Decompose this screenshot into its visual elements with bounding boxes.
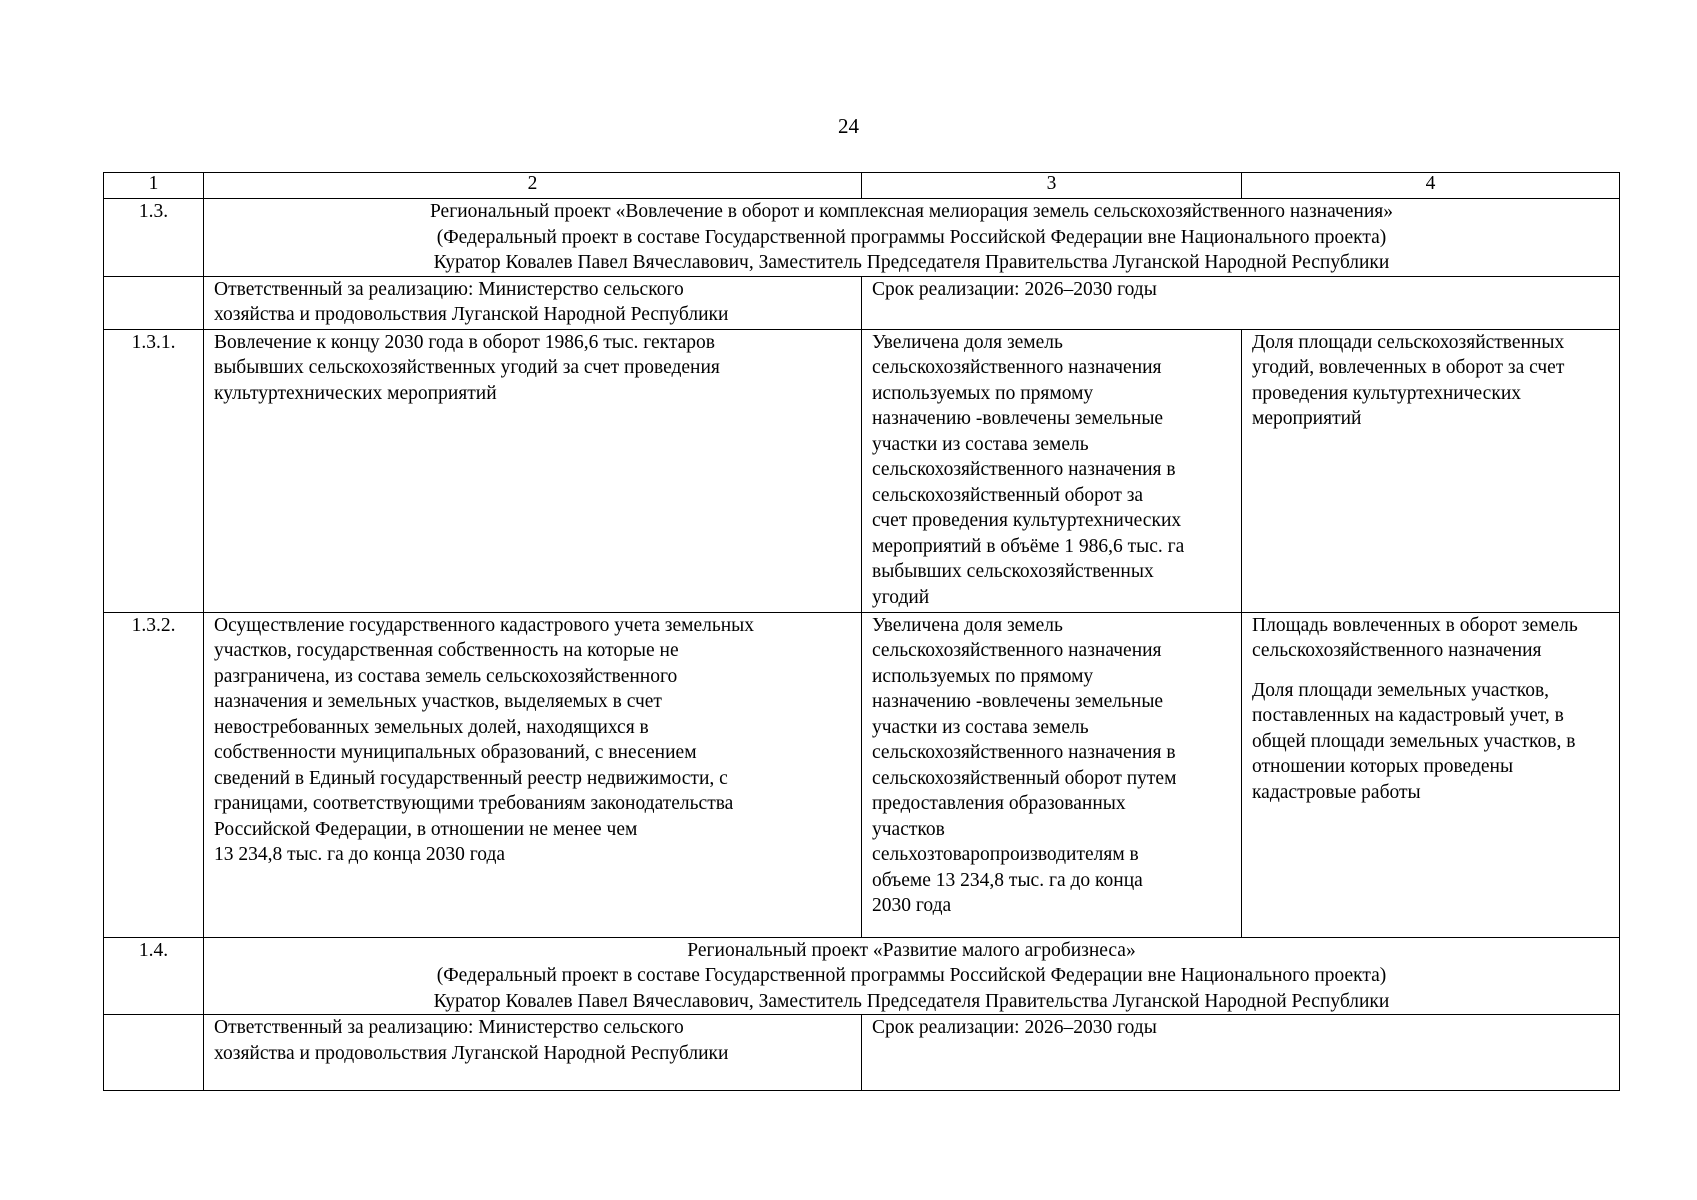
indicator-line: сельскохозяйственного назначения: [1252, 640, 1542, 661]
project-title: Региональный проект «Развитие малого агробизнеса»: [687, 939, 1136, 961]
indicator-spacer: [1252, 664, 1609, 678]
result-line: сельскохозяйственного назначения в: [872, 742, 1176, 763]
indicator-line: кадастровые работы: [1252, 781, 1421, 803]
term-cell: [862, 276, 1620, 329]
result-line: Увеличена доля земель: [872, 331, 1063, 353]
result-line: сельскохозяйственный оборот за: [872, 484, 1144, 506]
column-number-4: 4: [1242, 173, 1620, 199]
result-line: 2030 года: [872, 895, 952, 916]
column-number-1: 1: [104, 173, 204, 199]
task-line: культуртехнических мероприятий: [214, 382, 497, 404]
term-text: Срок реализации: 2026–2030 годы: [872, 1017, 1157, 1038]
page-number: 24: [838, 114, 859, 138]
project-federal-note: (Федеральный проект в составе Государственной программы Российской Федерации вне Национального проекта): [436, 226, 1387, 248]
column-number-2: 2: [204, 173, 862, 199]
result-line: мероприятий в объёме 1 986,6 тыс. га: [872, 535, 1185, 557]
result-line: выбывших сельскохозяйственных: [872, 561, 1154, 582]
table-header-row: [104, 173, 1620, 199]
task-line: разграничена, из состава земель сельскохозяйственного: [214, 665, 678, 687]
result-line: сельхозтоваропроизводителям в: [872, 844, 1139, 865]
indicator-line: отношении которых проведены: [1252, 756, 1514, 777]
indicator-line: Доля площади земельных участков,: [1252, 679, 1550, 701]
result-cell: [862, 329, 1242, 612]
result-line: сельскохозяйственный оборот путем: [872, 767, 1177, 789]
term-cell: [862, 1015, 1620, 1091]
result-line: объеме 13 234,8 тыс. га до конца: [872, 869, 1143, 891]
empty-cell: [104, 276, 204, 329]
row-number: 1.3.2.: [104, 612, 204, 937]
indicator-line: общей площади земельных участков, в: [1252, 730, 1576, 752]
indicator-cell: [1242, 612, 1620, 937]
responsible-cell: [204, 276, 862, 329]
result-line: участки из состава земель: [872, 716, 1089, 738]
project-title-cell: [204, 199, 1620, 277]
task-cell: [204, 329, 862, 612]
project-row-1-4: [104, 937, 1620, 1015]
result-line: Увеличена доля земель: [872, 614, 1063, 636]
project-title-cell: [204, 937, 1620, 1015]
project-curator: Куратор Ковалев Павел Вячеславович, Заместитель Председателя Правительства Луганской Народной Республики: [433, 252, 1390, 273]
task-line: границами, соответствующими требованиям законодательства: [214, 793, 734, 814]
project-curator: Куратор Ковалев Павел Вячеславович, Заместитель Председателя Правительства Луганской Народной Республики: [433, 990, 1390, 1012]
column-number-3: 3: [862, 173, 1242, 199]
result-line: предоставления образованных: [872, 793, 1126, 814]
table-row-1-3-2: [104, 612, 1620, 937]
project-row-1-3: [104, 199, 1620, 277]
indicator-cell: [1242, 329, 1620, 612]
task-line: Осуществление государственного кадастрового учета земельных: [214, 614, 755, 636]
table-row-1-3-1: [104, 329, 1620, 612]
responsible-line: хозяйства и продовольствия Луганской Народной Республики: [214, 1042, 729, 1064]
result-line: участков: [872, 818, 945, 840]
task-line: Российской Федерации, в отношении не менее чем: [214, 818, 638, 840]
task-line: выбывших сельскохозяйственных угодий за счет проведения: [214, 357, 720, 378]
result-line: сельскохозяйственного назначения: [872, 640, 1162, 661]
result-line: счет проведения культуртехнических: [872, 510, 1182, 531]
task-line: 13 234,8 тыс. га до конца 2030 года: [214, 844, 506, 865]
indicator-line: проведения культуртехнических: [1252, 382, 1522, 404]
result-line: сельскохозяйственного назначения: [872, 357, 1162, 378]
task-cell: [204, 612, 862, 937]
task-line: участков, государственная собственность на которые не: [214, 640, 679, 661]
task-line: сведений в Единый государственный реестр недвижимости, с: [214, 767, 728, 789]
responsible-row-1-4: [104, 1015, 1620, 1091]
indicator-line: Доля площади сельскохозяйственных: [1252, 331, 1565, 353]
task-line: собственности муниципальных образований, с внесением: [214, 742, 697, 763]
empty-cell: [104, 1015, 204, 1091]
result-cell: [862, 612, 1242, 937]
task-line: назначения и земельных участков, выделяемых в счет: [214, 691, 662, 712]
row-number: 1.3.1.: [104, 329, 204, 612]
indicator-line: поставленных на кадастровый учет, в: [1252, 705, 1564, 726]
program-table: [103, 172, 1620, 1091]
project-title: Региональный проект «Вовлечение в оборот и комплексная мелиорация земель сельскохозяйственного назначения»: [429, 201, 1394, 222]
task-line: Вовлечение к концу 2030 года в оборот 1986,6 тыс. гектаров: [214, 331, 715, 353]
result-line: используемых по прямому: [872, 665, 1094, 687]
project-federal-note: (Федеральный проект в составе Государственной программы Российской Федерации вне Национального проекта): [436, 965, 1387, 986]
row-number: 1.3.: [104, 199, 204, 277]
responsible-cell: [204, 1015, 862, 1091]
responsible-row-1-3: [104, 276, 1620, 329]
responsible-line: Ответственный за реализацию: Министерство сельского: [214, 1017, 684, 1038]
indicator-line: Площадь вовлеченных в оборот земель: [1252, 614, 1578, 636]
result-line: назначению -вовлечены земельные: [872, 408, 1164, 429]
row-number: 1.4.: [104, 937, 204, 1015]
responsible-line: Ответственный за реализацию: Министерство сельского: [214, 278, 684, 300]
result-line: участки из состава земель: [872, 433, 1089, 455]
indicator-line: мероприятий: [1252, 408, 1362, 429]
indicator-line: угодий, вовлеченных в оборот за счет: [1252, 357, 1565, 378]
result-line: используемых по прямому: [872, 382, 1094, 404]
result-line: сельскохозяйственного назначения в: [872, 459, 1176, 480]
task-line: невостребованных земельных долей, находящихся в: [214, 716, 649, 738]
result-line: назначению -вовлечены земельные: [872, 691, 1164, 712]
responsible-line: хозяйства и продовольствия Луганской Народной Республики: [214, 304, 729, 325]
term-text: Срок реализации: 2026–2030 годы: [872, 278, 1157, 300]
result-line: угодий: [872, 586, 930, 608]
